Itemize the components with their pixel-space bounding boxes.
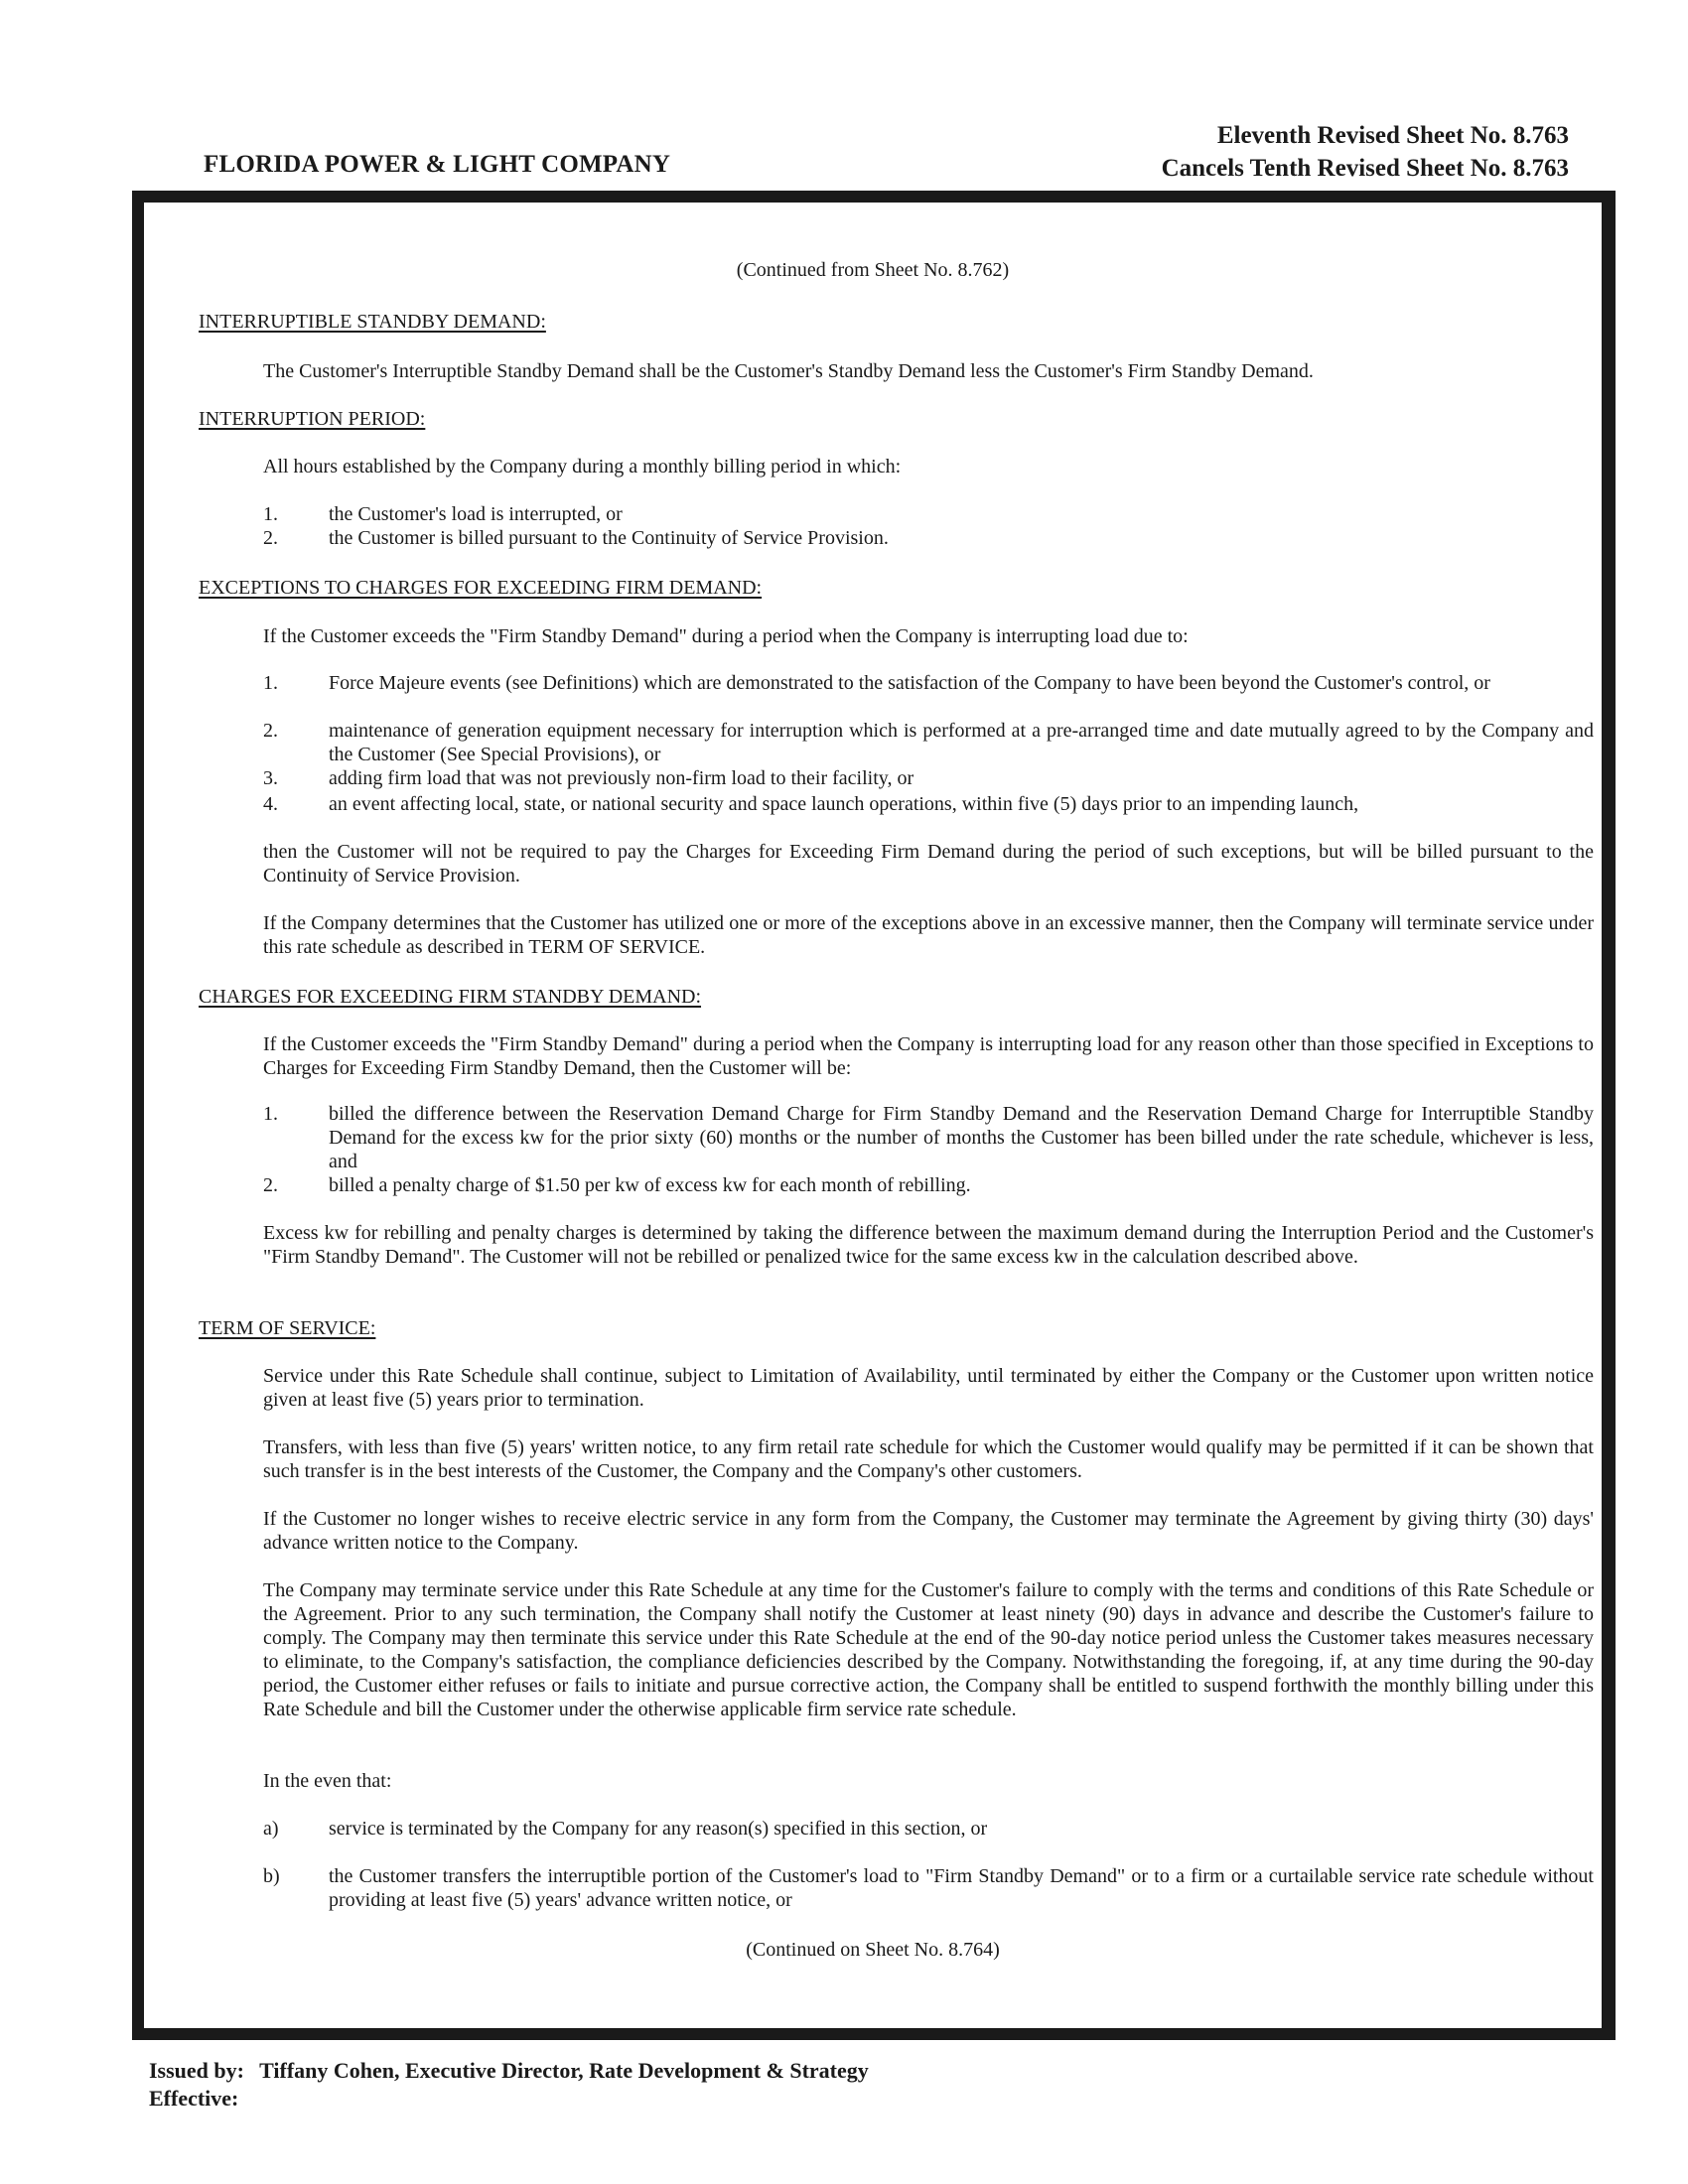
term-paragraph: If the Customer no longer wishes to receive electric service in any form from the Company, the Customer may terminate the Agreement by giving thirty (30) days' advance written notice to the Company.: [263, 1508, 1594, 1554]
list-number: 1.: [263, 503, 278, 525]
issued-by-line: [149, 2057, 869, 2085]
list-number: 1.: [263, 672, 278, 694]
list-letter: b): [263, 1865, 280, 1887]
exceptions-then: then the Customer will not be required to pay the Charges for Exceeding Firm Demand during the period of such exceptions, but will be billed pursuant to the Continuity of Service Provision.: [263, 841, 1594, 887]
continued-on: (Continued on Sheet No. 8.764): [746, 1939, 1000, 1961]
cancels-sheet-number: Cancels Tenth Revised Sheet No. 8.763: [1161, 155, 1569, 182]
list-number: 3.: [263, 767, 278, 789]
list-number: 2.: [263, 1174, 278, 1196]
list-item: billed the difference between the Reservation Demand Charge for Firm Standby Demand and the Reservation Demand Charge for Interruptible Standby Demand for the excess kw for the prior sixty (60) months or the number of months the Customer has been billed under the rate schedule, whichever is less, and: [329, 1103, 1594, 1172]
list-item: adding firm load that was not previously non-firm load to their facility, or: [329, 767, 914, 789]
effective-label: Effective:: [149, 2086, 239, 2111]
list-number: 2.: [263, 527, 278, 549]
excess-kw-text: Excess kw for rebilling and penalty charges is determined by taking the difference between the maximum demand during the Interruption Period and the Customer's "Firm Standby Demand". The Customer will not be rebilled or penalized twice for the same excess kw in the calculation described above.: [263, 1222, 1594, 1268]
tariff-frame: [132, 191, 1616, 2040]
sheet-number: Eleventh Revised Sheet No. 8.763: [1216, 122, 1569, 149]
list-item: an event affecting local, state, or national security and space launch operations, within five (5) days prior to an impending launch,: [329, 793, 1359, 815]
interruption-period-intro: All hours established by the Company during a monthly billing period in which:: [263, 456, 902, 478]
list-item: maintenance of generation equipment necessary for interruption which is performed at a pre-arranged time and date mutually agreed to by the Company and the Customer (See Special Provisions), or: [329, 720, 1594, 765]
term-paragraph: The Company may terminate service under this Rate Schedule at any time for the Customer's failure to comply with the terms and conditions of this Rate Schedule or the Agreement. Prior to any such termination, the Company shall notify the Customer at least ninety (90) days in advance and describe the Customer's failure to comply. The Company may then terminate this service under this Rate Schedule at the end of the 90-day notice period unless the Customer takes measures necessary to eliminate, to the Company's satisfaction, the compliance deficiencies described by the Company. Notwithstanding the foregoing, if, at any time during the 90-day period, the Customer either refuses or fails to initiate and pursue corrective action, the Company shall be entitled to suspend forthwith the monthly billing under this Rate Schedule and bill the Customer under the otherwise applicable firm service rate schedule.: [263, 1579, 1594, 1720]
list-item: the Customer transfers the interruptible portion of the Customer's load to "Firm Standby Demand" or to a firm or a curtailable service rate schedule without providing at least five (5) years' advance written notice, or: [329, 1865, 1594, 1911]
list-number: 2.: [263, 720, 278, 742]
term-even-that: In the even that:: [263, 1770, 392, 1792]
list-item: the Customer's load is interrupted, or: [329, 503, 623, 525]
effective-line: [149, 2085, 869, 2113]
heading-interruption-period: INTERRUPTION PERIOD:: [199, 408, 426, 430]
heading-term-of-service: TERM OF SERVICE:: [199, 1317, 376, 1339]
continued-from: (Continued from Sheet No. 8.762): [736, 259, 1010, 281]
term-paragraph: Service under this Rate Schedule shall continue, subject to Limitation of Availability, until terminated by either the Company or the Customer upon written notice given at least five (5) years prior to termination.: [263, 1365, 1594, 1411]
interruptible-standby-text: The Customer's Interruptible Standby Demand shall be the Customer's Standby Demand less the Customer's Firm Standby Demand.: [263, 360, 1314, 382]
list-item: service is terminated by the Company for any reason(s) specified in this section, or: [329, 1818, 988, 1840]
exceptions-excessive: If the Company determines that the Customer has utilized one or more of the exceptions above in an excessive manner, then the Company will terminate service under this rate schedule as described in TERM OF SERVICE.: [263, 912, 1594, 958]
exceptions-intro: If the Customer exceeds the "Firm Standby Demand" during a period when the Company is interrupting load due to:: [263, 625, 1189, 647]
footer: [149, 2057, 869, 2113]
heading-interruptible-standby-demand: INTERRUPTIBLE STANDBY DEMAND:: [199, 311, 546, 333]
list-item: Force Majeure events (see Definitions) which are demonstrated to the satisfaction of the Company to have been beyond the Customer's control, or: [329, 672, 1490, 694]
heading-exceptions: EXCEPTIONS TO CHARGES FOR EXCEEDING FIRM DEMAND:: [199, 577, 763, 599]
heading-charges-exceeding: CHARGES FOR EXCEEDING FIRM STANDBY DEMAND:: [199, 986, 702, 1008]
header-company: FLORIDA POWER & LIGHT COMPANY: [204, 151, 671, 178]
list-number: 4.: [263, 793, 278, 815]
charges-intro: If the Customer exceeds the "Firm Standby Demand" during a period when the Company is interrupting load for any reason other than those specified in Exceptions to Charges for Exceeding Firm Standby Demand, then the Customer will be:: [263, 1033, 1594, 1079]
list-item: the Customer is billed pursuant to the Continuity of Service Provision.: [329, 527, 889, 549]
list-item: billed a penalty charge of $1.50 per kw of excess kw for each month of rebilling.: [329, 1174, 971, 1196]
issued-by-label: Issued by:: [149, 2058, 244, 2083]
term-paragraph: Transfers, with less than five (5) years' written notice, to any firm retail rate schedule for which the Customer would qualify may be permitted if it can be shown that such transfer is in the best interests of the Customer, the Company and the Company's other customers.: [263, 1436, 1594, 1482]
list-letter: a): [263, 1818, 279, 1840]
sheet-numbers: [1162, 119, 1569, 185]
list-number: 1.: [263, 1103, 278, 1125]
issued-by-value: Tiffany Cohen, Executive Director, Rate Development & Strategy: [259, 2058, 869, 2083]
